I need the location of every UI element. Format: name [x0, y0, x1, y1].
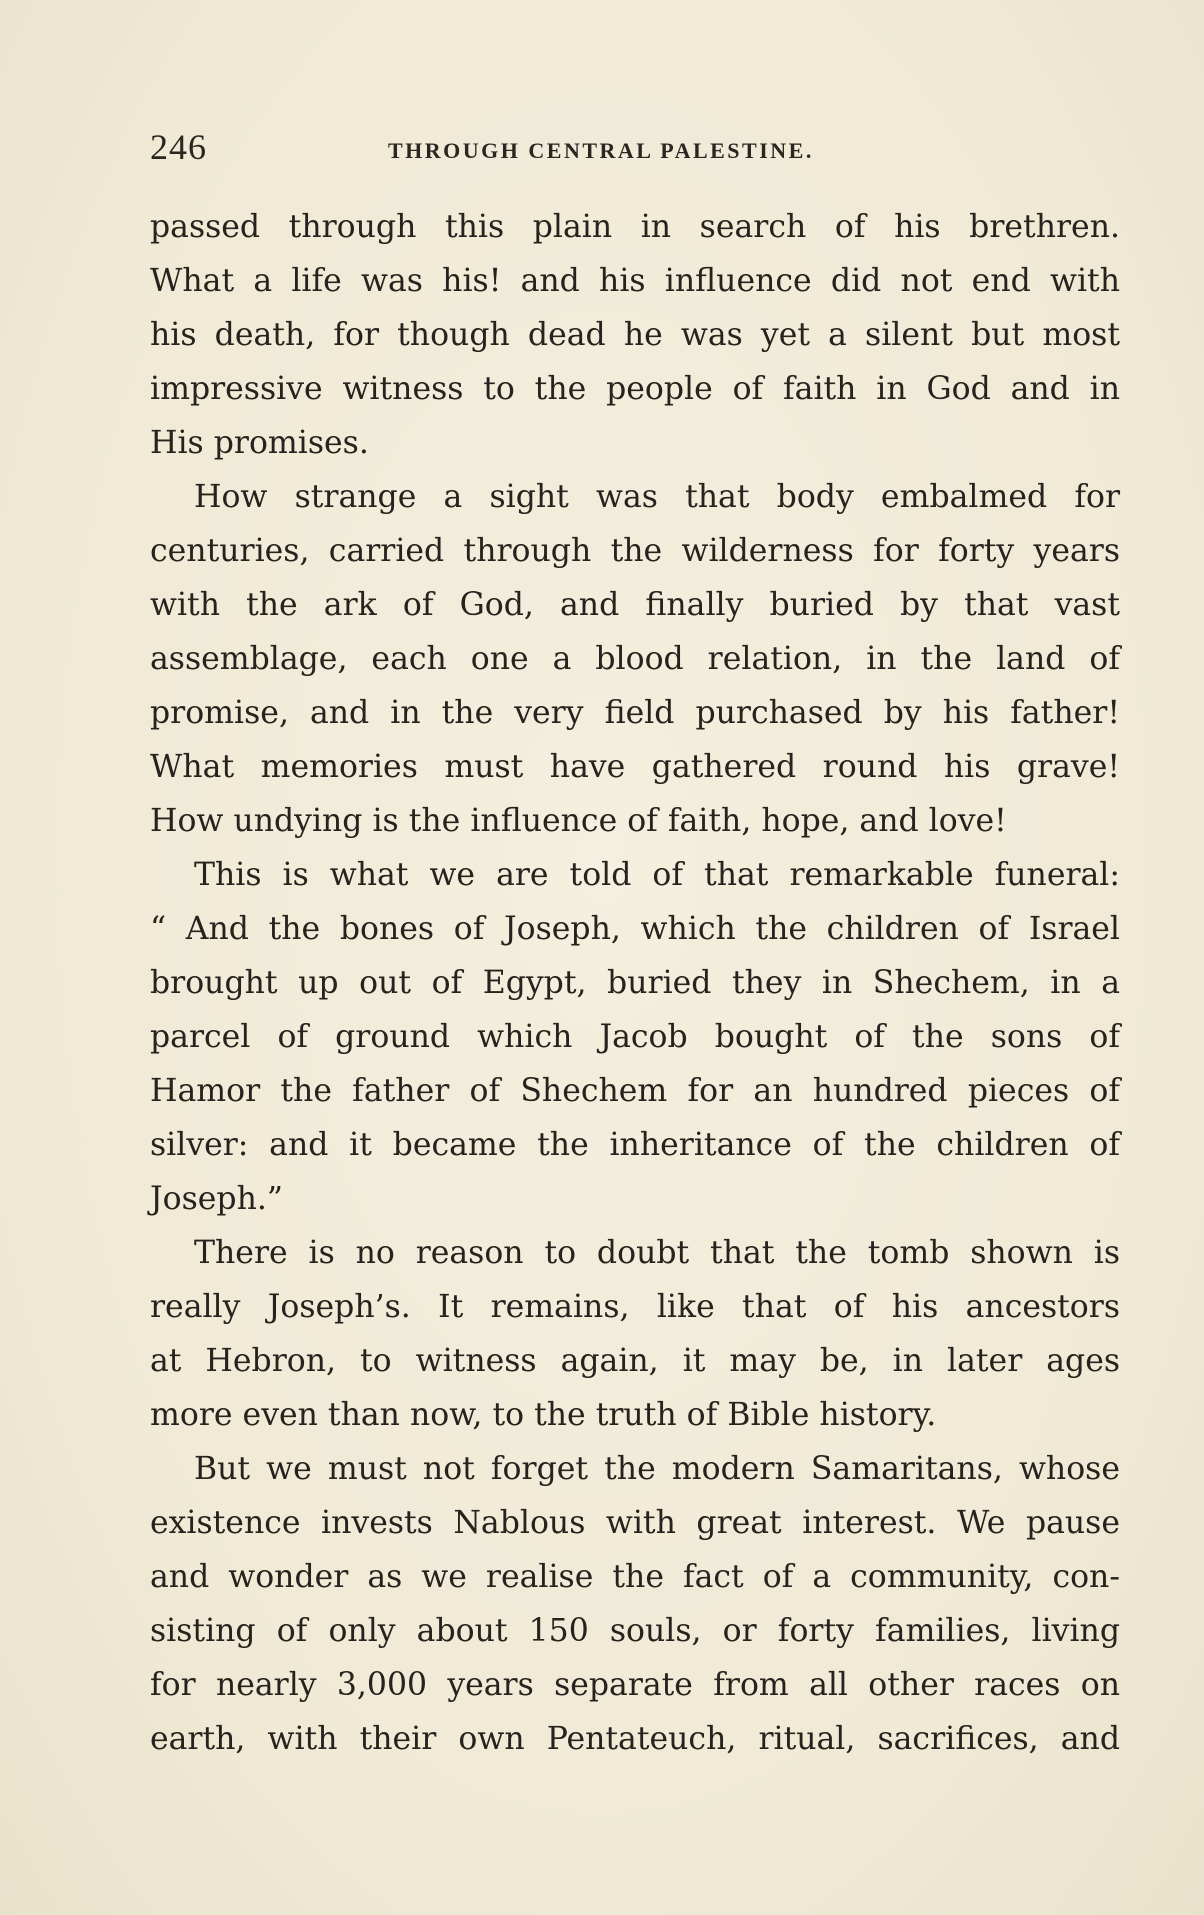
text-line: silver: and it became the inheritance of the children of: [150, 1127, 1120, 1163]
text-line: impressive witness to the people of faith in God and in: [150, 371, 1120, 407]
text-line: for nearly 3,000 years separate from all other races on: [150, 1667, 1120, 1703]
text-line: What memories must have gathered round his grave!: [150, 749, 1120, 785]
text-line: more even than now, to the truth of Bible history.: [150, 1397, 937, 1433]
text-line: But we must not forget the modern Samaritans, whose: [194, 1451, 1120, 1487]
text-line: What a life was his! and his influence did not end with: [150, 263, 1120, 299]
text-line: assemblage, each one a blood relation, in the land of: [150, 641, 1120, 677]
text-line: promise, and in the very field purchased by his father!: [150, 695, 1120, 731]
text-line: Hamor the father of Shechem for an hundred pieces of: [150, 1073, 1120, 1109]
page-number: 246: [150, 127, 207, 167]
text-line: Joseph.”: [150, 1181, 283, 1217]
text-line: his death, for though dead he was yet a silent but most: [150, 317, 1120, 353]
text-line: and wonder as we realise the fact of a community, con-: [150, 1559, 1120, 1595]
text-line: with the ark of God, and finally buried by that vast: [150, 587, 1120, 623]
text-line: parcel of ground which Jacob bought of the sons of: [150, 1019, 1120, 1055]
text-line: at Hebron, to witness again, it may be, in later ages: [150, 1343, 1120, 1379]
text-line: existence invests Nablous with great interest. We pause: [150, 1505, 1120, 1541]
text-line: really Joseph’s. It remains, like that of his ancestors: [150, 1289, 1120, 1325]
text-line: centuries, carried through the wilderness for forty years: [150, 533, 1120, 569]
text-line: sisting of only about 150 souls, or forty families, living: [150, 1613, 1120, 1649]
text-line: “ And the bones of Joseph, which the children of Israel: [150, 911, 1120, 947]
body-text: [150, 200, 1120, 1766]
text-line: earth, with their own Pentateuch, ritual, sacrifices, and: [150, 1721, 1120, 1757]
text-line: This is what we are told of that remarkable funeral:: [194, 857, 1120, 893]
text-line: How undying is the influence of faith, hope, and love!: [150, 803, 1007, 839]
text-line: His promises.: [150, 425, 369, 461]
page-header: [150, 126, 1120, 176]
text-line: brought up out of Egypt, buried they in Shechem, in a: [150, 965, 1120, 1001]
running-head: THROUGH CENTRAL PALESTINE.: [388, 138, 814, 163]
text-line: passed through this plain in search of his brethren.: [150, 209, 1120, 245]
text-line: There is no reason to doubt that the tomb shown is: [194, 1235, 1120, 1271]
text-line: How strange a sight was that body embalmed for: [194, 479, 1120, 515]
